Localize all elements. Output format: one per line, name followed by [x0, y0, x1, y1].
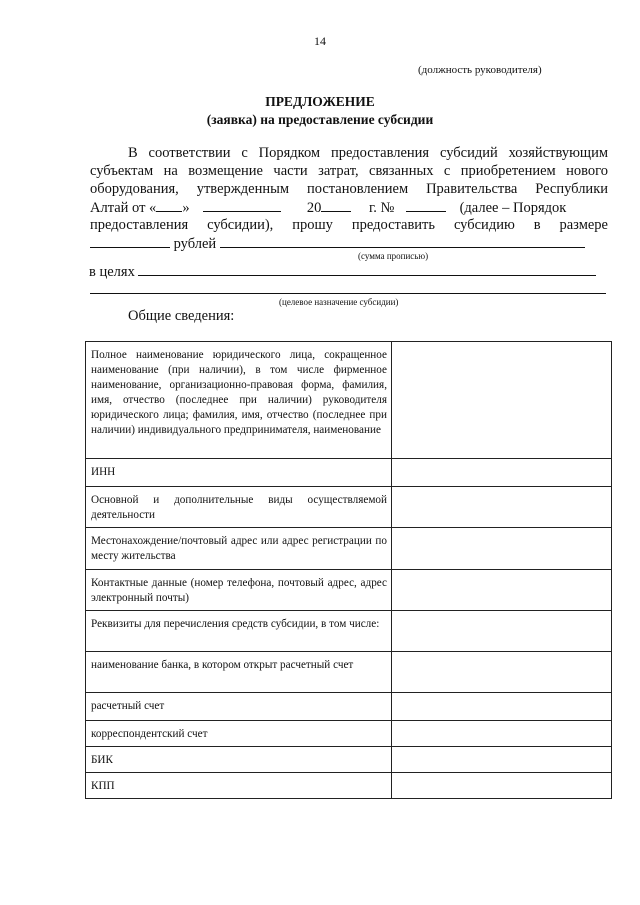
table-row: [86, 342, 612, 459]
document-subtitle: (заявка) на предоставление субсидии: [206, 112, 434, 127]
row-value-cell[interactable]: [392, 693, 612, 721]
row-value-cell[interactable]: [392, 528, 612, 570]
purpose-continuation-line[interactable]: [90, 293, 606, 294]
year-blank[interactable]: [321, 198, 351, 212]
table-row: [86, 652, 612, 693]
row-label-bik: БИК: [86, 747, 392, 773]
document-title: ПРЕДЛОЖЕНИЕ: [265, 94, 375, 109]
amount-number-blank[interactable]: [90, 234, 170, 248]
purpose-blank[interactable]: [138, 262, 596, 276]
table-row: [86, 459, 612, 487]
purpose-label: в целях: [89, 264, 135, 280]
table-row: [86, 487, 612, 528]
rubles-label: рублей: [173, 236, 217, 252]
paragraph-line-4: [90, 198, 608, 217]
table-row: [86, 611, 612, 652]
general-info-table: [85, 341, 612, 799]
row-value-cell[interactable]: [392, 342, 612, 459]
row-label-kpp: КПП: [86, 773, 392, 799]
paragraph-line-3: оборудования, утвержденным постановлением Правительства Республики: [90, 181, 608, 197]
row-value-cell[interactable]: [392, 652, 612, 693]
row-label-bank-name: наименование банка, в котором открыт расчетный счет: [86, 652, 392, 693]
table-row: [86, 570, 612, 611]
row-label-settlement-account: расчетный счет: [86, 693, 392, 721]
table-row: [86, 721, 612, 747]
page-number: 14: [314, 34, 326, 48]
number-blank[interactable]: [406, 198, 446, 212]
paragraph-line-1: В соответствии с Порядком предоставления субсидий хозяйствующим: [128, 145, 608, 161]
row-value-cell[interactable]: [392, 747, 612, 773]
table-row: [86, 528, 612, 570]
day-close-quote: »: [182, 200, 190, 216]
row-label-address: Местонахождение/почтовый адрес или адрес регистрации по месту жительства: [86, 528, 392, 570]
row-value-cell[interactable]: [392, 570, 612, 611]
number-label: г. №: [368, 200, 395, 216]
row-value-cell[interactable]: [392, 721, 612, 747]
table-row: [86, 693, 612, 721]
row-label-requisites: Реквизиты для перечисления средств субсидии, в том числе:: [86, 611, 392, 652]
paragraph-line-6: [90, 234, 608, 253]
row-label-legal-name: Полное наименование юридического лица, сокращенное наименование (при наличии), в том числе фирменное наименование, организационно-правовая форма, фамилия, имя, отчество (последнее при наличии) руководителя юридического лица; фамилия, имя, отчество (последнее при наличии) индивидуального предпринимателя, наименование: [86, 342, 392, 459]
row-label-inn: ИНН: [86, 459, 392, 487]
table-row: [86, 773, 612, 799]
hereinafter-text: (далее – Порядок: [459, 200, 567, 216]
row-label-contacts: Контактные данные (номер телефона, почтовый адрес, адрес электронный почты): [86, 570, 392, 611]
date-label: Алтай от «: [90, 200, 157, 216]
table-row: [86, 747, 612, 773]
position-caption: (должность руководителя): [418, 64, 542, 76]
row-value-cell[interactable]: [392, 773, 612, 799]
month-blank[interactable]: [203, 198, 281, 212]
row-value-cell[interactable]: [392, 487, 612, 528]
section-heading: Общие сведения:: [128, 308, 235, 324]
row-value-cell[interactable]: [392, 459, 612, 487]
year-prefix: 20: [306, 200, 322, 216]
row-value-cell[interactable]: [392, 611, 612, 652]
purpose-caption: (целевое назначение субсидии): [279, 297, 399, 307]
paragraph-line-5: предоставления субсидии), прошу предоставить субсидию в размере: [90, 217, 608, 233]
paragraph-line-2: субъектам на возмещение части затрат, связанных с приобретением нового: [90, 163, 608, 179]
paragraph-line-7: [89, 262, 607, 281]
day-blank[interactable]: [156, 198, 182, 212]
row-label-activities: Основной и дополнительные виды осуществляемой деятельности: [86, 487, 392, 528]
amount-caption: (сумма прописью): [358, 251, 429, 261]
row-label-correspondent-account: корреспондентский счет: [86, 721, 392, 747]
amount-words-blank[interactable]: [220, 234, 585, 248]
